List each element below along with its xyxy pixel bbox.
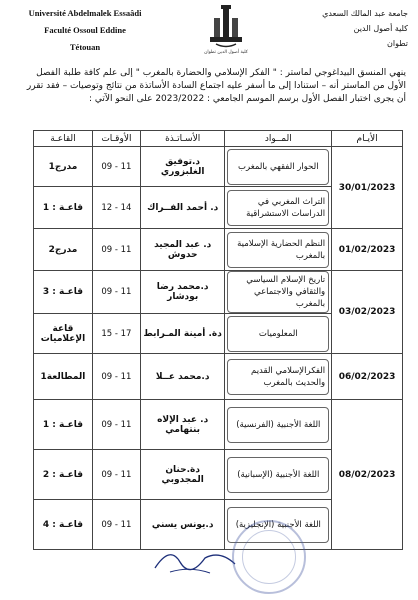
header-subjects: المــواد bbox=[225, 131, 332, 147]
faculty-name-ar: كلية أصول الدين bbox=[353, 24, 408, 33]
room-cell bbox=[34, 187, 93, 229]
date-cell bbox=[332, 229, 403, 271]
exam-date: 06/02/2023 bbox=[338, 371, 396, 382]
professor-cell bbox=[140, 229, 225, 271]
time-cell bbox=[92, 271, 140, 314]
exam-time: 09 - 11 bbox=[101, 161, 132, 172]
faculty-logo-icon bbox=[206, 4, 246, 50]
table-row bbox=[34, 229, 403, 271]
exam-room: قاعـة : 1 bbox=[42, 202, 83, 213]
header-days: الأيـام bbox=[332, 131, 403, 147]
exam-time: 09 - 11 bbox=[101, 287, 132, 297]
exam-room: مدرج1 bbox=[48, 161, 78, 172]
time-cell bbox=[92, 354, 140, 400]
exam-time: 09 - 11 bbox=[101, 371, 132, 382]
city-name-ar: تطوان bbox=[386, 39, 408, 48]
professor-name: د. أحمد الفــراك bbox=[147, 202, 219, 213]
professor-name: د. عبد المجيد حدوش bbox=[154, 239, 212, 260]
table-row bbox=[34, 147, 403, 187]
time-cell bbox=[92, 450, 140, 500]
subject-name: اللغة الأجنبية (الفرنسية) bbox=[236, 419, 321, 430]
time-cell bbox=[92, 187, 140, 229]
professor-cell bbox=[140, 400, 225, 450]
subject-cell bbox=[225, 400, 332, 450]
exam-room: قاعـة : 1 bbox=[42, 419, 83, 430]
exam-time: 09 - 11 bbox=[101, 244, 132, 255]
exam-time: 12 - 14 bbox=[101, 202, 132, 213]
date-cell bbox=[332, 400, 403, 550]
subject-name: المعلوميات bbox=[258, 328, 298, 339]
table-header-row bbox=[34, 131, 403, 147]
professor-name: د.محمد عــلا bbox=[155, 371, 210, 382]
professor-name: دة. أمينة المـرابط bbox=[143, 328, 222, 339]
professor-name: د.محمد رضا بودشار bbox=[156, 282, 209, 302]
university-name-fr: Université Abdelmalek Essaâdi bbox=[28, 8, 142, 18]
header-professors: الأسـاتـذة bbox=[140, 131, 225, 147]
exam-time: 15 - 17 bbox=[101, 328, 132, 339]
signature-icon bbox=[150, 540, 240, 580]
table-row bbox=[34, 400, 403, 450]
room-cell bbox=[34, 271, 93, 314]
official-stamp-icon bbox=[232, 520, 306, 594]
subject-cell bbox=[225, 450, 332, 500]
professor-cell bbox=[140, 450, 225, 500]
room-cell bbox=[34, 354, 93, 400]
subject-name: اللغة الأجنبية (الإنجليزية) bbox=[235, 519, 321, 530]
announcement-line: الأول من الماستر أنه – استنادا إلى ما أسفر عليه اجتماع السادة الأساتذة من نتائج وتوصيات – فقد تقرر bbox=[26, 81, 406, 91]
room-cell bbox=[34, 450, 93, 500]
exam-date: 08/02/2023 bbox=[338, 469, 396, 480]
subject-name: النظم الحضارية الإسلامية بالمغرب bbox=[237, 238, 326, 261]
header-room: القاعـة bbox=[34, 131, 93, 147]
room-cell bbox=[34, 500, 93, 550]
subject-cell bbox=[225, 229, 332, 271]
professor-name: د.يونس يسني bbox=[151, 519, 214, 530]
exam-room: قاعـة : 2 bbox=[42, 469, 83, 480]
university-header-arabic bbox=[288, 6, 408, 51]
room-cell bbox=[34, 314, 93, 354]
date-cell bbox=[332, 147, 403, 229]
room-cell bbox=[34, 229, 93, 271]
room-cell bbox=[34, 147, 93, 187]
professor-cell bbox=[140, 187, 225, 229]
exam-date: 30/01/2023 bbox=[338, 182, 396, 193]
professor-cell bbox=[140, 354, 225, 400]
professor-cell bbox=[140, 314, 225, 354]
date-cell bbox=[332, 354, 403, 400]
exam-date: 03/02/2023 bbox=[338, 307, 396, 317]
time-cell bbox=[92, 314, 140, 354]
exam-room: قاعة الإعلاميات bbox=[40, 323, 86, 344]
subject-name: تاريخ الإسلام السياسي والثقافي والاجتماعي بالمغرب bbox=[246, 275, 326, 309]
exam-time: 09 - 11 bbox=[101, 419, 132, 430]
subject-name: اللغة الأجنبية (الإسبانية) bbox=[237, 469, 320, 480]
time-cell bbox=[92, 229, 140, 271]
university-header-latin bbox=[10, 5, 160, 56]
faculty-name-fr: Faculté Ossoul Eddine bbox=[44, 25, 126, 35]
subject-cell bbox=[225, 314, 332, 354]
exam-room: المطالعة1 bbox=[40, 371, 86, 382]
header-times: الأوقـات bbox=[92, 131, 140, 147]
subject-name: الحوار الفقهي بالمغرب bbox=[238, 161, 319, 172]
subject-cell bbox=[225, 147, 332, 187]
announcement-line: أن يجرى اختبار الفصل الأول برسم الموسم الجامعي : 2023/2022 على النحو الآتي : bbox=[88, 94, 406, 104]
professor-name: د. عبد الإلاه بنتهامي bbox=[157, 414, 209, 435]
exam-room: قاعـة : 3 bbox=[42, 287, 83, 297]
professor-cell bbox=[140, 271, 225, 314]
professor-name: د.توفيق الغلبزوري bbox=[160, 156, 205, 177]
subject-name: الفكرالإسلامي القديم والحديث بالمغرب bbox=[251, 365, 326, 388]
city-name-fr: Tétouan bbox=[69, 42, 101, 52]
professor-name: دة.حنان المجدوبي bbox=[161, 464, 204, 485]
exam-room: قاعـة : 4 bbox=[42, 519, 83, 530]
subject-cell bbox=[225, 187, 332, 229]
exam-time: 09 - 11 bbox=[101, 469, 132, 480]
exam-room: مدرج2 bbox=[48, 244, 78, 255]
exam-date: 01/02/2023 bbox=[338, 244, 396, 255]
exam-schedule-table bbox=[33, 130, 403, 550]
table-row bbox=[34, 354, 403, 400]
announcement-text bbox=[14, 67, 406, 106]
time-cell bbox=[92, 147, 140, 187]
professor-cell bbox=[140, 147, 225, 187]
exam-time: 09 - 11 bbox=[101, 519, 132, 530]
announcement-line: ينهي المنسق البيداغوجي لماستر : " الفكر الإسلامي والحضارة بالمغرب " إلى علم كافة طلبة الفصل bbox=[36, 68, 406, 78]
subject-cell bbox=[225, 271, 332, 314]
university-name-ar: جامعة عبد المالك السعدي bbox=[322, 9, 408, 18]
logo-caption: كلية أصول الدين تطوان bbox=[204, 50, 248, 55]
subject-cell bbox=[225, 354, 332, 400]
date-cell bbox=[332, 271, 403, 354]
room-cell bbox=[34, 400, 93, 450]
time-cell bbox=[92, 400, 140, 450]
time-cell bbox=[92, 500, 140, 550]
table-row bbox=[34, 271, 403, 314]
subject-name: التراث المغربي في الدراسات الاستشراقية bbox=[246, 196, 326, 219]
